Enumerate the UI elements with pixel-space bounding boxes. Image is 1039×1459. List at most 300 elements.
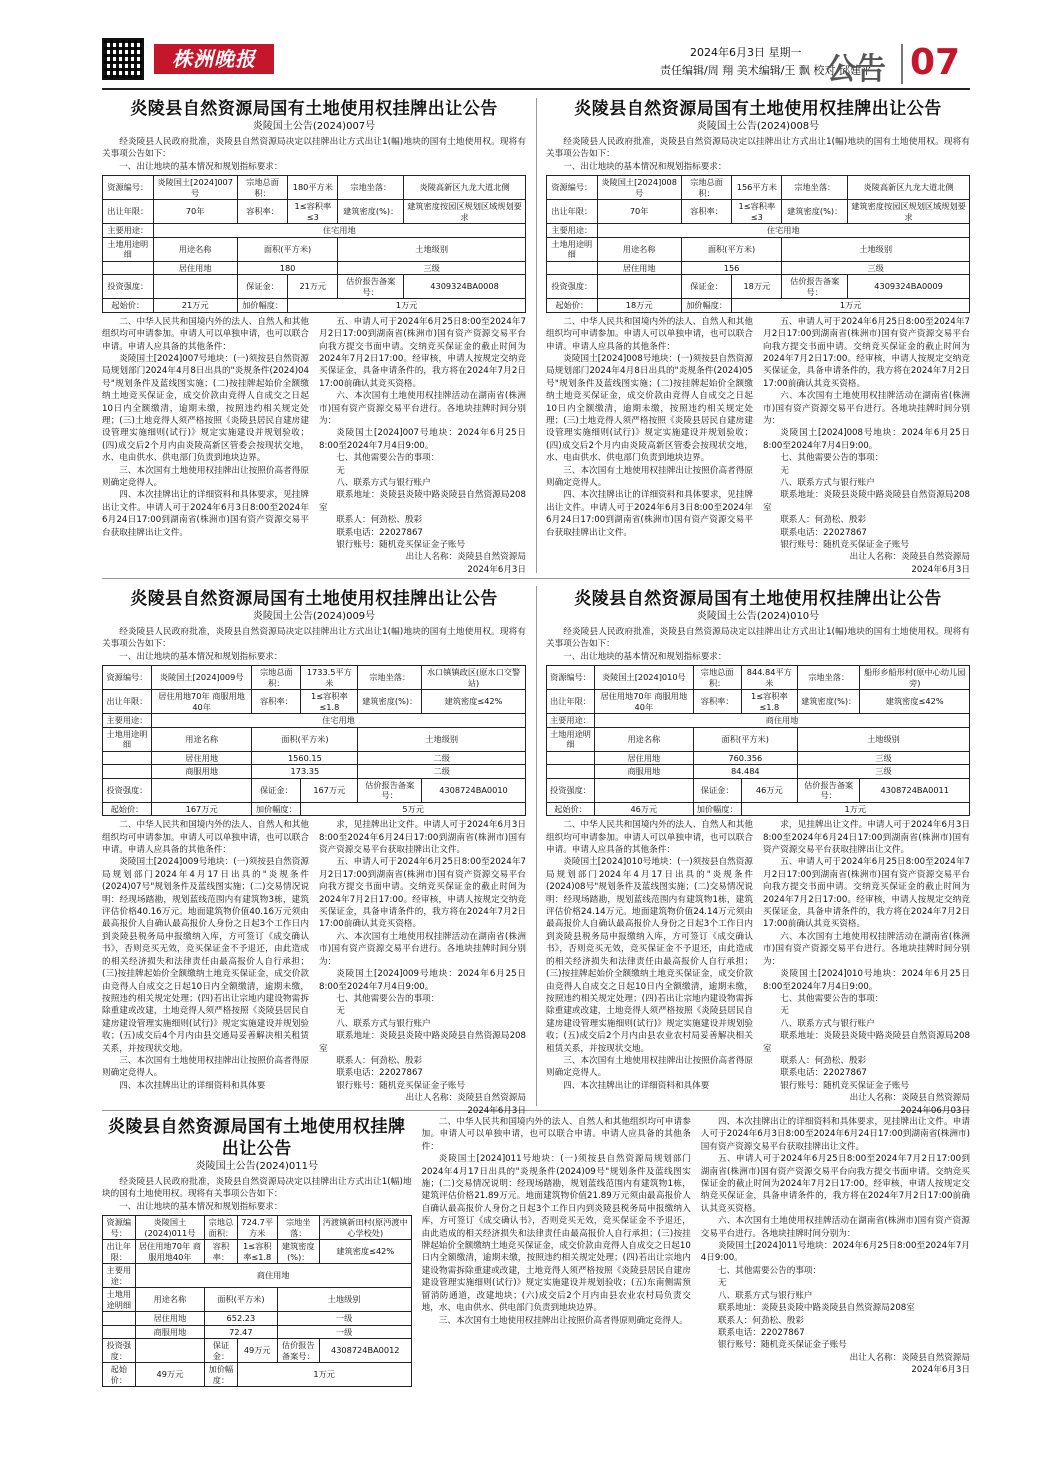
- right-column: [701, 1116, 970, 1390]
- table-row: [547, 802, 970, 816]
- table-cell: 出让年限：: [103, 1240, 136, 1264]
- table-cell: 46万元: [741, 778, 797, 802]
- table-row: [547, 765, 970, 779]
- table-row: [547, 261, 970, 275]
- land-info-table: [546, 665, 970, 816]
- table-cell: 建筑密度(%)：: [782, 200, 848, 224]
- notice-title: 炎陵县自然资源局国有土地使用权挂牌出让公告: [108, 1117, 406, 1159]
- table-cell: 面积(平方米): [252, 727, 358, 751]
- paragraph: 联系地址：炎陵县炎陵中路炎陵县自然资源局208室: [319, 490, 526, 513]
- table-cell: 居住用地: [597, 261, 681, 275]
- signer: 出让人名称：炎陵县自然资源局: [849, 1352, 970, 1363]
- table-cell: 保证金：: [252, 778, 301, 802]
- table-cell: 46万元: [595, 802, 694, 816]
- table-cell: 724.7平方米: [237, 1216, 277, 1240]
- table-cell: 建筑密度(%)：: [338, 200, 404, 224]
- table-cell: 主要用途：: [547, 714, 595, 728]
- paragraph: 炎陵国土[2024]007号地块：(一)须按县自然资源局规划部门2024年4月8日出具的"炎规条件(2024)04号"规划条件及蓝线图实施；(二)按挂牌起始价全额缴纳土地竞买保证金，成交价款由竞得人自成交之日起10日内全额缴清，逾期未缴，按照违约相关规定处理；(三)土地竞得人须严格按照《炎陵县居民自建房建设管理实施细则(试行)》规定实施建设并规划验收；(四)成交后2个月内由炎陵高新区管委会按现状交地，水、电由供水、供电部门负责到地块边界。: [102, 353, 309, 464]
- table-cell: 投资强度：: [103, 1339, 136, 1363]
- table-row: [103, 1325, 412, 1339]
- table-cell: 建筑密度按园区规划区域规划要求: [404, 200, 526, 224]
- table-cell: 居住用地: [135, 1312, 204, 1326]
- paragraph: 四、本次挂牌出让的详细资料和具体要: [119, 1080, 266, 1091]
- table-cell: 商服用地: [595, 765, 694, 779]
- table-cell: 土地级别: [277, 1288, 411, 1312]
- editor-credits: 责任编辑/周 翔 美术编辑/王 飘 校对/邱建平: [660, 64, 873, 77]
- paragraph: 八、联系方式与银行账户: [336, 1018, 431, 1029]
- table-row: [547, 299, 970, 313]
- paragraph: 三、本次国有土地使用权挂牌出让按照价高者得原则确定竞得人。: [546, 1055, 753, 1079]
- table-cell: 建筑密度按园区规划区域规划要求: [848, 200, 970, 224]
- table-cell: 住宅用地: [151, 714, 525, 728]
- table-cell: 土地级别: [338, 237, 526, 261]
- column-divider: [536, 98, 537, 573]
- paragraph: 无: [780, 1006, 789, 1017]
- table-cell: 出让年限：: [547, 200, 598, 224]
- sign-date: 2024年06月03日: [900, 1105, 970, 1116]
- table-cell: 居住用地70年 商服用地40年: [135, 1240, 204, 1264]
- table-cell: 三级: [797, 751, 969, 765]
- signer: 出让人名称：炎陵县自然资源局: [849, 1093, 970, 1104]
- table-cell: 宗地总面积：: [237, 176, 288, 200]
- table-cell: 保证金：: [237, 275, 288, 299]
- table-row: [103, 1363, 412, 1387]
- land-info-table: [102, 1215, 412, 1387]
- table-cell: 18万元: [732, 275, 782, 299]
- table-row: [103, 765, 526, 779]
- paragraph: 三、本次国有土地使用权挂牌出让按照价高者得原则确定竞得人。: [546, 465, 753, 488]
- table-cell: 1万元: [237, 1363, 411, 1387]
- table-cell: 宗地总面积：: [693, 666, 741, 690]
- table-row: [103, 261, 526, 275]
- table-cell: 炎陵国土[2024]010号: [595, 666, 694, 690]
- section-heading: 一、出让地块的基本情况和规划指标要求：: [563, 651, 727, 662]
- paragraph: 八、联系方式与银行账户: [336, 478, 431, 488]
- paragraph: 二、中华人民共和国境内外的法人、自然人和其他组织均可申请参加。申请人可以单独申请，也可以联合申请。申请人应具备的其他条件：: [546, 820, 753, 856]
- paragraph: 炎陵国土[2024]009号地块：2024年6月25日8:00至2024年7月4日9:00。: [319, 969, 526, 992]
- table-cell: 商服用地: [135, 1325, 204, 1339]
- table-cell: 二级: [358, 751, 526, 765]
- table-cell: [547, 261, 598, 275]
- table-cell: 土地用途明细: [103, 727, 152, 751]
- paragraph: 联系电话：22027867: [336, 527, 423, 538]
- table-cell: 主要用途：: [103, 1264, 136, 1288]
- table-cell: 用途名称: [151, 727, 251, 751]
- paragraph: 炎陵国土[2024]008号地块：2024年6月25日8:00至2024年7月4日9:00。: [763, 428, 970, 451]
- qr-code-icon: [102, 38, 144, 80]
- table-cell: 三级: [338, 261, 526, 275]
- table-cell: 土地用途明细: [103, 237, 154, 261]
- table-cell: 估价报告备案号：: [277, 1339, 319, 1363]
- table-cell: 宗地坐落：: [358, 666, 422, 690]
- table-cell: 宗地总面积：: [205, 1216, 238, 1240]
- paragraph: 八、联系方式与银行账户: [717, 1290, 813, 1301]
- sign-date: 2024年6月3日: [911, 1365, 970, 1376]
- table-cell: 167万元: [151, 802, 251, 816]
- table-cell: 84.484: [693, 765, 797, 779]
- table-row: [547, 224, 970, 238]
- table-cell: 主要用途：: [103, 714, 152, 728]
- table-cell: 三级: [782, 261, 970, 275]
- table-cell: 面积(平方米): [237, 237, 338, 261]
- table-cell: 4309324BA0009: [848, 275, 970, 299]
- paragraph: 无: [717, 1278, 727, 1289]
- table-cell: [103, 1325, 136, 1339]
- table-cell: 70年: [597, 200, 681, 224]
- table-row: [103, 802, 526, 816]
- table-cell: 起始价：: [103, 802, 152, 816]
- table-cell: 建筑密度≤42%: [422, 690, 526, 714]
- table-row: [547, 778, 970, 802]
- notice-code: 炎陵国土公告(2024)010号: [696, 611, 820, 622]
- paragraph: 银行账号：随机竞买保证金子账号: [336, 1080, 466, 1091]
- paragraph: 联系人：何劲松、殷彩: [336, 515, 423, 526]
- land-info-table: [546, 175, 970, 313]
- left-column: [102, 316, 309, 577]
- table-cell: 炎陵国土[2024]007号: [153, 176, 237, 200]
- paragraph: 炎陵国土[2024]010号地块：(一)须按县自然资源局规划部门2024年4月17日出具的"炎规条件(2024)08号"规划条件及蓝线图实施；(二)交易情况说明：经现场踏勘，规划蓝线范围内有建筑物1栋，建筑评估价格24.14万元。地面建筑物价值24.14万元须由最高报价人自确认最高报价人身份之日起3个工作日内到炎陵县税务局申报缴纳入库，方可签订《成交确认书》，否则竞买无效，竞买保证金不予退还，由此造成的相关经济损失和法律责任由最高报价人自行承担；(三)按挂牌起始价全额缴纳土地竞买保证金，成交价款由竞得人自成交之日起10日内全额缴清，逾期未缴，按照违约相关规定处理；(四)若出让宗地内建设物需拆除重建或改建，土地竞得人须严格按照《炎陵县居民自建房建设管理实施细则(试行)》规定实施建设并规划验收；(五)成交后2个月内由县农业农村局妥善解决相关租赁关系，并按现状交地。: [546, 857, 753, 1054]
- table-cell: 49万元: [135, 1363, 204, 1387]
- table-cell: 投资强度：: [103, 778, 152, 802]
- table-row: [103, 1216, 412, 1240]
- table-cell: 21万元: [153, 299, 237, 313]
- paragraph: 三、本次国有土地使用权挂牌出让按照价高者得原则确定竞得人。: [438, 1315, 689, 1326]
- paragraph: 联系地址：炎陵县炎陵中路炎陵县自然资源局208室: [319, 1031, 526, 1054]
- table-cell: 出让年限：: [103, 200, 154, 224]
- column-divider: [536, 586, 537, 1106]
- paragraph: 五、申请人可于2024年6月25日8:00至2024年7月2日17:00到湖南省(株洲市)国有资产资源交易平台向我方提交书面申请。交纳竞买保证金的截止时间为2024年7月2日17:00。经审核，申请人按规定交纳竞买保证金，具备申请条件的，我方将在2024年7月2日17:00前确认其竞买资格。: [763, 857, 970, 930]
- notice-columns: [102, 1116, 970, 1390]
- table-cell: 资源编号：: [103, 176, 154, 200]
- paragraph: 四、本次挂牌出让的详细资料和具体要求，见挂牌出让文件。申请人可于2024年6月3日8:00至2024年6月24日17:00到湖南省(株洲市)国有资产资源交易平台获取挂牌出让文件。: [102, 490, 309, 538]
- table-cell: 容积率：: [252, 690, 301, 714]
- table-row: [547, 714, 970, 728]
- notice-title: 炎陵县自然资源局国有土地使用权挂牌出让公告: [130, 99, 498, 119]
- table-cell: 起始价：: [547, 802, 595, 816]
- table-cell: 156: [681, 261, 782, 275]
- table-cell: 652.23: [205, 1312, 278, 1326]
- table-cell: 炎陵高新区九龙大道北侧: [404, 176, 526, 200]
- table-cell: 18万元: [597, 299, 681, 313]
- table-cell: 商服用地: [151, 765, 251, 779]
- notice-code: 炎陵国土公告(2024)011号: [195, 1161, 318, 1172]
- right-column: [763, 316, 970, 577]
- table-cell: 土地用途明细: [103, 1288, 136, 1312]
- notice-columns: [102, 819, 526, 1117]
- table-cell: 宗地总面积：: [252, 666, 301, 690]
- paragraph: 二、中华人民共和国境内外的法人、自然人和其他组织均可申请参加。申请人可以单独申请，也可以联合申请。申请人应具备的其他条件：: [102, 316, 309, 352]
- paragraph: 六、本次国有土地使用权挂牌活动在湖南省(株洲市)国有资产资源交易平台进行。各地块挂牌时间分别为：: [319, 931, 526, 967]
- table-cell: 加价幅度：: [693, 802, 741, 816]
- paragraph: 联系电话：22027867: [336, 1068, 423, 1079]
- section-title: 公告: [826, 52, 886, 87]
- table-cell: 居住用地: [151, 751, 251, 765]
- table-cell: 炎陵国土[2024]009号: [151, 666, 251, 690]
- table-row: [103, 690, 526, 714]
- table-cell: 起始价：: [103, 299, 154, 313]
- paragraph: 银行账号：随机竞买保证金子账号: [780, 1080, 910, 1091]
- table-cell: 投资强度：: [103, 275, 154, 299]
- table-row: [547, 275, 970, 299]
- paragraph: 无: [336, 1006, 345, 1017]
- table-row: [103, 714, 526, 728]
- table-cell: 住宅用地: [153, 224, 525, 238]
- table-cell: 加价幅度：: [252, 802, 301, 816]
- notice-columns: [546, 819, 970, 1117]
- paragraph: 五、申请人可于2024年6月25日8:00至2024年7月2日17:00到湖南省(株洲市)国有资产资源交易平台向我方提交书面申请。交纳竞买保证金的截止时间为2024年7月2日17:00。经审核，申请人按规定交纳竞买保证金，具备申请条件的，我方将在2024年7月2日17:00前确认其竞买资格。: [319, 857, 526, 930]
- table-cell: 1万元: [732, 299, 970, 313]
- table-cell: [597, 275, 681, 299]
- table-cell: [547, 751, 595, 765]
- paragraph: 八、联系方式与银行账户: [780, 478, 875, 488]
- paragraph: 炎陵国土[2024]011号地块：2024年6月25日8:00至2024年7月4日9:00。: [700, 1241, 970, 1264]
- newspaper-logo: 株洲晚报: [154, 44, 274, 74]
- table-row: [103, 727, 526, 751]
- table-cell: 4308724BA0011: [860, 778, 970, 802]
- table-cell: 1≤容积率≤3: [732, 200, 782, 224]
- notice-010: [546, 588, 970, 1116]
- table-cell: 保证金：: [681, 275, 732, 299]
- table-row: [547, 200, 970, 224]
- paragraph: 七、其他需要公告的事项：: [780, 993, 884, 1004]
- table-cell: 沔渡镇新田村(原沔渡中心学校处): [319, 1216, 411, 1240]
- table-cell: 1≤容积率≤1.8: [237, 1240, 277, 1264]
- paragraph: 四、本次挂牌出让的详细资料和具体要: [563, 1080, 710, 1091]
- table-row: [103, 666, 526, 690]
- table-cell: 居住用地70年 商服用地40年: [151, 690, 251, 714]
- paragraph: 炎陵国土[2024]009号地块：(一)须按县自然资源局规划部门2024年4月17日出具的"炎规条件(2024)07号"规划条件及蓝线图实施；(二)交易情况说明：经现场踏勘，规划蓝线范围内有建筑物3栋，建筑评估价格40.16万元。地面建筑物价值40.16万元须由最高报价人自确认最高报价人身份之日起3个工作日内到炎陵县税务局申报缴纳入库，方可签订《成交确认书》，否则竞买无效，竞买保证金不予退还，由此造成的相关经济损失和法律责任由最高报价人自行承担；(三)按挂牌起始价全额缴纳土地竞买保证金，成交价款由竞得人自成交之日起10日内全额缴清，逾期未缴，按照违约相关规定处理；(四)若出让宗地内建设物需拆除重建或改建，土地竞得人须严格按照《炎陵县居民自建房建设管理实施细则(试行)》规定实施建设并规划验收；(五)成交后4个月内由县交通局妥善解决相关租赁关系，并按现状交地。: [102, 857, 309, 1054]
- table-cell: 水口镇镇政区(原水口交警站): [422, 666, 526, 690]
- paragraph: 求，见挂牌出让文件。申请人可于2024年6月3日8:00至2024年6月24日17:00到湖南省(株洲市)国有资产资源交易平台获取挂牌出让文件。: [319, 820, 526, 856]
- table-cell: 167万元: [301, 778, 358, 802]
- table-row: [103, 299, 526, 313]
- paragraph: 联系人：何劲松、殷彩: [780, 515, 867, 526]
- section-heading: 一、出让地块的基本情况和规划指标要求：: [563, 161, 727, 172]
- table-cell: 土地级别: [358, 727, 526, 751]
- paragraph: 四、本次挂牌出让的详细资料和具体要求，见挂牌出让文件。申请人可于2024年6月3日8:00至2024年6月24日17:00到湖南省(株洲市)国有资产资源交易平台获取挂牌出让文件。: [546, 490, 753, 538]
- table-cell: 主要用途：: [103, 224, 154, 238]
- page-number: 07: [910, 42, 961, 83]
- table-cell: 1≤容积率≤3: [288, 200, 338, 224]
- paragraph: 无: [780, 465, 789, 476]
- left-column: [546, 819, 753, 1117]
- notice-intro: 经炎陵县人民政府批准，炎陵县自然资源局决定以挂牌出让方式出让1(幅)地块的国有土地使用权。现将有关事项公告如下：: [102, 627, 526, 650]
- notice-009: [102, 588, 526, 1116]
- table-cell: 一级: [277, 1312, 411, 1326]
- table-cell: 180: [237, 261, 338, 275]
- table-cell: 估价报告备案号：: [797, 778, 859, 802]
- sign-date: 2024年6月3日: [467, 564, 526, 575]
- paragraph: 六、本次国有土地使用权挂牌活动在湖南省(株洲市)国有资产资源交易平台进行。各地块挂牌时间分别为：: [763, 391, 970, 426]
- notice-columns: [102, 316, 526, 577]
- paragraph: 无: [336, 465, 345, 476]
- table-row: [103, 237, 526, 261]
- table-cell: 844.84平方米: [741, 666, 797, 690]
- table-cell: 容积率：: [205, 1240, 238, 1264]
- paragraph: 联系人：何劲松、殷彩: [336, 1055, 423, 1066]
- table-cell: 土地用途明细: [547, 727, 595, 751]
- table-row: [103, 1240, 412, 1264]
- sign-date: 2024年6月3日: [467, 1105, 526, 1116]
- table-cell: 用途名称: [153, 237, 237, 261]
- table-cell: [151, 778, 251, 802]
- notice-intro: 经炎陵县人民政府批准，炎陵县自然资源局决定以挂牌出让方式出让1(幅)地块的国有土地使用权。现将有关事项公告如下：: [102, 137, 526, 160]
- table-cell: 156平方米: [732, 176, 782, 200]
- paragraph: 三、本次国有土地使用权挂牌出让按照价高者得原则确定竞得人。: [102, 465, 309, 488]
- right-column: [763, 819, 970, 1117]
- notice-008: [546, 98, 970, 575]
- table-cell: [595, 778, 694, 802]
- paragraph: 七、其他需要公告的事项：: [336, 993, 440, 1004]
- paragraph: 银行账号：随机竞买保证金子账号: [780, 540, 910, 551]
- issue-date: 2024年6月3日 星期一: [690, 46, 802, 59]
- table-cell: 加价幅度：: [681, 299, 732, 313]
- paragraph: 七、其他需要公告的事项：: [336, 453, 440, 464]
- paragraph: 八、联系方式与银行账户: [780, 1018, 875, 1029]
- table-row: [547, 666, 970, 690]
- table-row: [103, 1288, 412, 1312]
- table-cell: 居住用地: [153, 261, 237, 275]
- table-cell: 1560.15: [252, 751, 358, 765]
- table-cell: 建筑密度≤42%: [319, 1240, 411, 1264]
- table-cell: 投资强度：: [547, 275, 598, 299]
- table-cell: 炎陵高新区九龙大道北侧: [848, 176, 970, 200]
- paragraph: 三、本次国有土地使用权挂牌出让按照价高者得原则确定竞得人。: [102, 1055, 309, 1079]
- table-cell: 容积率：: [237, 200, 288, 224]
- table-cell: 容积率：: [681, 200, 732, 224]
- paragraph: 炎陵国土[2024]007号地块：2024年6月25日8:00至2024年7月4日9:00。: [319, 428, 526, 451]
- table-cell: 72.47: [205, 1325, 278, 1339]
- paragraph: 炎陵国土[2024]008号地块：(一)须按县自然资源局规划部门2024年4月8日出具的"炎规条件(2024)05号"规划条件及蓝线图实施；(二)按挂牌起始价全额缴纳土地竞买保证金，成交价款由竞得人自成交之日起10日内全额缴清，逾期未缴，按照违约相关规定处理；(三)土地竞得人须严格按照《炎陵县居民自建房建设管理实施细则(试行)》规定实施建设并规划验收；(四)成交后2个月内由炎陵高新区管委会按现状交地，水、电由供水、供电部门负责到地块边界。: [546, 353, 753, 464]
- top-rule: [102, 88, 970, 90]
- table-cell: 加价幅度：: [205, 1363, 238, 1387]
- table-cell: 760.356: [693, 751, 797, 765]
- table-cell: 土地用途明细: [547, 237, 598, 261]
- paragraph: 二、中华人民共和国境内外的法人、自然人和其他组织均可申请参加。申请人可以单独申请，也可以联合申请。申请人应具备的其他条件：: [102, 820, 309, 856]
- table-cell: 宗地坐落：: [277, 1216, 319, 1240]
- paragraph: 五、申请人可于2024年6月25日8:00至2024年7月2日17:00到湖南省(株洲市)国有资产资源交易平台向我方提交书面申请。交纳竞买保证金的截止时间为2024年7月2日17:00。经审核，申请人按规定交纳竞买保证金，具备申请条件的，我方将在2024年7月2日17:00前确认其竞买资格。: [763, 316, 970, 389]
- table-cell: 估价报告备案号：: [358, 778, 422, 802]
- section-heading: 一、出让地块的基本情况和规划指标要求：: [119, 1201, 283, 1212]
- table-cell: [135, 1339, 204, 1363]
- table-cell: 投资强度：: [547, 778, 595, 802]
- table-cell: 土地级别: [797, 727, 969, 751]
- paragraph: 联系地址：炎陵县炎陵中路炎陵县自然资源局208室: [763, 1031, 970, 1054]
- paragraph: 六、本次国有土地使用权挂牌活动在湖南省(株洲市)国有资产资源交易平台进行。各地块挂牌时间分别为：: [319, 391, 526, 426]
- table-cell: 用途名称: [597, 237, 681, 261]
- paragraph: 求，见挂牌出让文件。申请人可于2024年6月3日8:00至2024年6月24日17:00到湖南省(株洲市)国有资产资源交易平台获取挂牌出让文件。: [763, 820, 970, 856]
- paragraph: 银行账号：随机竞买保证金子账号: [717, 1340, 847, 1351]
- paragraph: 五、申请人可于2024年6月25日8:00至2024年7月2日17:00到湖南省(株洲市)国有资产资源交易平台向我方提交书面申请。交纳竞买保证金的截止时间为2024年7月2日17:00。经审核，申请人按规定交纳竞买保证金，具备申请条件的，我方将在2024年7月2日17:00前确认其竞买资格。: [700, 1154, 970, 1214]
- table-cell: 1≤容积率≤1.8: [741, 690, 797, 714]
- notice-title: 炎陵县自然资源局国有土地使用权挂牌出让公告: [574, 99, 942, 119]
- notice-011: [102, 1116, 970, 1386]
- table-cell: 估价报告备案号：: [782, 275, 848, 299]
- table-cell: 起始价：: [547, 299, 598, 313]
- table-cell: 宗地总面积：: [681, 176, 732, 200]
- table-cell: 出让年限：: [103, 690, 152, 714]
- row-divider: [102, 578, 970, 579]
- table-cell: 商住用地: [135, 1264, 411, 1288]
- table-cell: [103, 765, 152, 779]
- table-row: [103, 751, 526, 765]
- table-cell: 资源编号：: [103, 666, 152, 690]
- paragraph: 联系电话：22027867: [780, 1068, 867, 1079]
- notice-title: 炎陵县自然资源局国有土地使用权挂牌出让公告: [130, 589, 498, 609]
- table-cell: 面积(平方米): [693, 727, 797, 751]
- land-info-table: [102, 175, 526, 313]
- table-cell: 一级: [277, 1325, 411, 1339]
- table-cell: 炎陵国土(2024)011号: [135, 1216, 204, 1240]
- land-info-table: [102, 665, 526, 816]
- table-cell: 用途名称: [595, 727, 694, 751]
- table-cell: 49万元: [237, 1339, 277, 1363]
- table-cell: 资源编号：: [103, 1216, 136, 1240]
- left-column: [102, 819, 309, 1117]
- table-cell: [547, 765, 595, 779]
- table-cell: 1≤容积率≤1.8: [301, 690, 358, 714]
- table-cell: 70年: [153, 200, 237, 224]
- table-cell: 炎陵国土[2024]008号: [597, 176, 681, 200]
- table-cell: [153, 275, 237, 299]
- table-cell: 21万元: [288, 275, 338, 299]
- table-row: [103, 224, 526, 238]
- table-cell: 二级: [358, 765, 526, 779]
- paragraph: 联系电话：22027867: [717, 1327, 805, 1338]
- table-cell: 资源编号：: [547, 666, 595, 690]
- paragraph: 七、其他需要公告的事项：: [780, 453, 884, 464]
- table-row: [547, 751, 970, 765]
- table-row: [103, 778, 526, 802]
- paragraph: 六、本次国有土地使用权挂牌活动在湖南省(株洲市)国有资产资源交易平台进行。各地块挂牌时间分别为：: [763, 931, 970, 967]
- table-cell: 4309324BA0008: [404, 275, 526, 299]
- paragraph: 联系人：何劲松、殷彩: [717, 1315, 804, 1326]
- paragraph: 联系地址：炎陵县炎陵中路炎陵县自然资源局208室: [763, 490, 970, 513]
- table-cell: 容积率：: [693, 690, 741, 714]
- paragraph: 联系人：何劲松、殷彩: [780, 1055, 867, 1066]
- notice-code: 炎陵国土公告(2024)009号: [252, 611, 376, 622]
- notice-007: [102, 98, 526, 575]
- table-cell: 居住用地: [595, 751, 694, 765]
- left-column: [102, 1116, 412, 1390]
- table-row: [547, 727, 970, 751]
- table-row: [103, 1264, 412, 1288]
- right-column: [319, 819, 526, 1117]
- table-cell: 建筑密度(%)：: [277, 1240, 319, 1264]
- table-cell: 居住用地70年 商服用地40年: [595, 690, 694, 714]
- table-cell: [103, 1312, 136, 1326]
- table-cell: 商住用地: [595, 714, 970, 728]
- paragraph: 炎陵国土[2024]011号地块：(一)须按县自然资源局规划部门2024年4月17日出具的"炎规条件(2024)09号"规划条件及蓝线图实施；(二)交易情况说明：经现场踏勘，规划蓝线范围内有建筑物1栋，建筑评估价格21.89万元。地面建筑物价值21.89万元须由最高报价人自确认最高报价人身份之日起3个工作日内到炎陵县税务局申报缴纳入库，方可签订《成交确认书》，否则竞买无效，竞买保证金不予退还，由此造成的相关经济损失和法律责任由最高报价人自行承担；(三)按挂牌起始价全额缴纳土地竞买保证金，成交价款由竞得人自成交之日起10日内全额缴清，逾期未缴，按照违约相关规定处理；(四)若出让宗地内建设物需拆除重建或改建，土地竞得人须严格按照《炎陵县居民自建房建设管理实施细则(试行)》规定实施建设并规划验收；(五)东南侧需预留消防通道，改建地块；(六)成交后2个月内由县农业农村局负责交地，水、电由供水、供电部门负责到地块边界。: [421, 1154, 691, 1314]
- table-cell: 180平方米: [288, 176, 338, 200]
- table-cell: 宗地坐落：: [338, 176, 404, 200]
- table-cell: 173.35: [252, 765, 358, 779]
- table-row: [547, 690, 970, 714]
- table-cell: 建筑密度(%)：: [797, 690, 859, 714]
- table-cell: 5万元: [301, 802, 526, 816]
- table-row: [547, 237, 970, 261]
- table-cell: 主要用途：: [547, 224, 598, 238]
- table-cell: 保证金：: [205, 1339, 238, 1363]
- signer: 出让人名称：炎陵县自然资源局: [849, 552, 970, 563]
- paragraph: 联系电话：22027867: [780, 527, 867, 538]
- notice-intro: 经炎陵县人民政府批准，炎陵县自然资源局决定以挂牌出让方式出让1(幅)地块的国有土地使用权。现将有关事项公告如下：: [546, 137, 970, 160]
- table-cell: 三级: [797, 765, 969, 779]
- notice-intro: 经炎陵县人民政府批准，炎陵县自然资源局决定以挂牌出让方式出让1(幅)地块的国有土地使用权。现将有关事项公告如下：: [546, 627, 970, 650]
- paragraph: 联系地址：炎陵县炎陵中路炎陵县自然资源局208室: [717, 1303, 915, 1314]
- table-cell: 4308724BA0010: [422, 778, 526, 802]
- table-cell: 出让年限：: [547, 690, 595, 714]
